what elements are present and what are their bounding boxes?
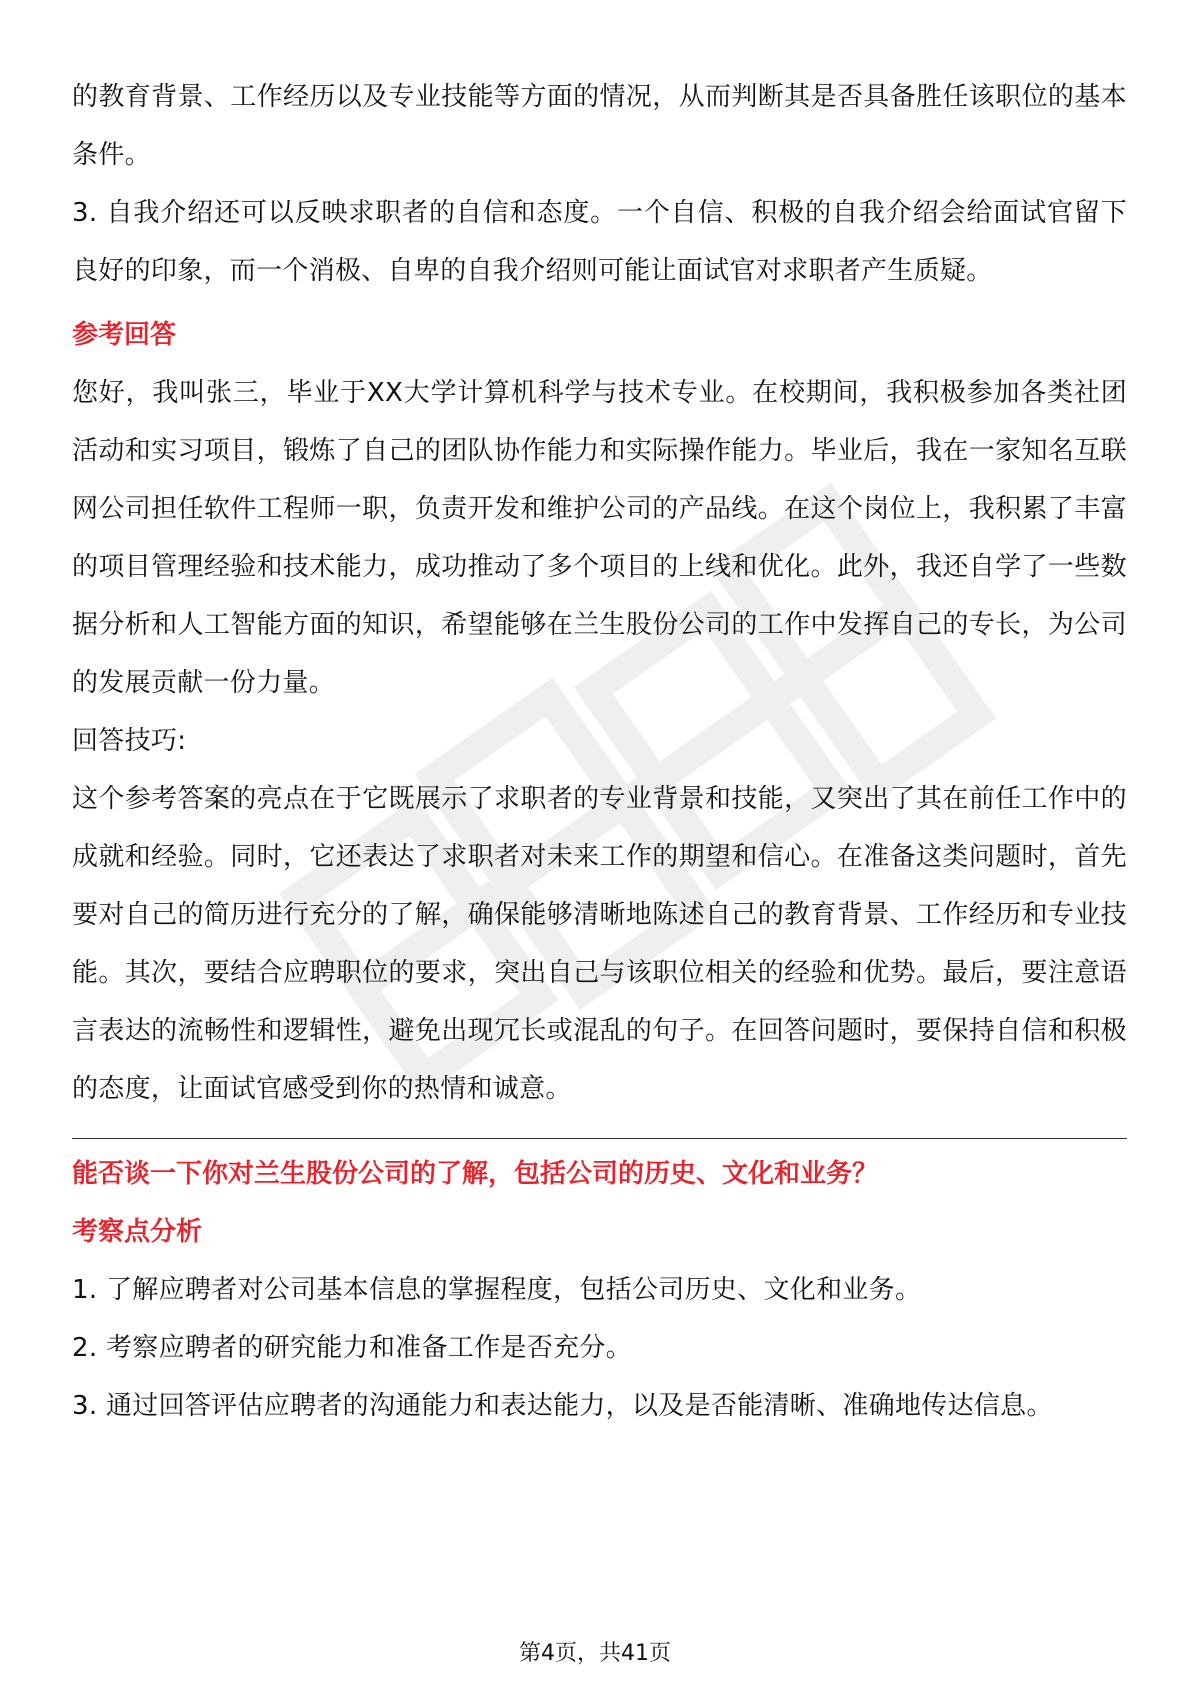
- question-heading: 能否谈一下你对兰生股份公司的了解，包括公司的历史、文化和业务？: [72, 1159, 879, 1189]
- reference-answer-body: 您好，我叫张三，毕业于XX大学计算机科学与技术专业。在校期间，我积极参加各类社团活动和实习项目，锻炼了自己的团队协作能力和实际操作能力。毕业后，我在一家知名互联网公司担任软件工程师一职，负责开发和维护公司的产品线。在这个岗位上，我积累了丰富的项目管理经验和技术能力，成功推动了多个项目的上线和优化。此外，我还自学了一些数据分析和人工智能方面的知识，希望能够在兰生股份公司的工作中发挥自己的专长，为公司的发展贡献一份力量。: [72, 378, 1127, 698]
- tips-label: 回答技巧:: [72, 726, 187, 756]
- page-number: 第4页，共41页: [519, 1641, 671, 1666]
- continued-paragraph: 的教育背景、工作经历以及专业技能等方面的情况，从而判断其是否具备胜任该职位的基本条件。: [72, 82, 1127, 170]
- section-divider: [72, 1138, 1127, 1139]
- analysis-point-2: 2. 考察应聘者的研究能力和准备工作是否充分。: [72, 1333, 632, 1363]
- document-page: [72, 68, 1127, 1435]
- analysis-heading: 考察点分析: [72, 1217, 203, 1247]
- analysis-point-3: 3. 通过回答评估应聘者的沟通能力和表达能力，以及是否能清晰、准确地传达信息。: [72, 1391, 1053, 1421]
- list-item-3: 3. 自我介绍还可以反映求职者的自信和态度。一个自信、积极的自我介绍会给面试官留下良好的印象，而一个消极、自卑的自我介绍则可能让面试官对求职者产生质疑。: [72, 198, 1127, 286]
- analysis-point-1: 1. 了解应聘者对公司基本信息的掌握程度，包括公司历史、文化和业务。: [72, 1275, 922, 1305]
- reference-answer-heading: 参考回答: [72, 320, 177, 350]
- tips-body: 这个参考答案的亮点在于它既展示了求职者的专业背景和技能，又突出了其在前任工作中的成就和经验。同时，它还表达了求职者对未来工作的期望和信心。在准备这类问题时，首先要对自己的简历进行充分的了解，确保能够清晰地陈述自己的教育背景、工作经历和专业技能。其次，要结合应聘职位的要求，突出自己与该职位相关的经验和优势。最后，要注意语言表达的流畅性和逻辑性，避免出现冗长或混乱的句子。在回答问题时，要保持自信和积极的态度，让面试官感受到你的热情和诚意。: [72, 784, 1127, 1104]
